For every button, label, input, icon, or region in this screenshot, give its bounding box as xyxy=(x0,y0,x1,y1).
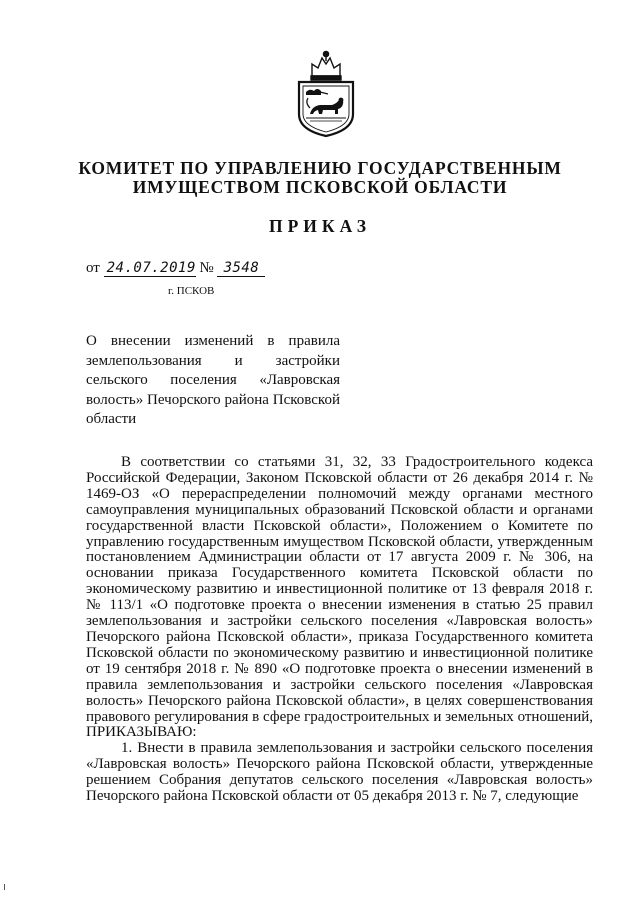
number-prefix: № xyxy=(199,260,214,276)
city-label: г. ПСКОВ xyxy=(168,285,215,297)
order-number-handwritten: 3548 xyxy=(217,261,265,277)
order-date-number-row xyxy=(86,260,265,277)
body-paragraph-1: В соответствии со статьями 31, 32, 33 Градостроительного кодекса Российской Федерации, Законом Псковской области от 26 декабря 2014 г. № 1469-ОЗ «О перераспределении полномочий между органами местного самоуправления муниципальных образований Псковской области и органами государственной власти Псковской области», Положением о Комитете по управлению государственным имуществом Псковской области, утвержденным постановлением Администрации области от 17 августа 2009 г. № 306, на основании приказа Государственного комитета Псковской области по экономическому развитию и инвестиционной политике от 13 февраля 2018 г. № 113/1 «О подготовке проекта о внесении изменения в статью 25 правил землепользования и застройки сельского поселения «Лавровская волость» Печорского района Псковской области», приказа Государственного комитета Псковской области по экономическому развитию и инвестиционной политике от 19 сентября 2018 г. № 890 «О подготовке проекта о внесении изменений в правила землепользования и застройки сельского поселения «Лавровская волость» Печорского района Псковской области», в целях совершенствования правового регулирования в сфере градостроительных и земельных отношений, ПРИКАЗЫВАЮ: xyxy=(86,454,593,741)
document-type-title: ПРИКАЗ xyxy=(268,216,372,236)
date-prefix: от xyxy=(86,260,100,276)
order-body xyxy=(86,455,593,805)
order-date-handwritten: 24.07.2019 xyxy=(104,261,196,277)
order-subject: О внесении изменений в правила землепользования и застройки сельского поселения «Лавровская волость» Печорского района Псковской области xyxy=(86,333,340,427)
committee-name-line-2: ИМУЩЕСТВОМ ПСКОВСКОЙ ОБЛАСТИ xyxy=(132,177,508,197)
scan-edge-mark xyxy=(4,884,8,890)
body-paragraph-2: 1. Внести в правила землепользования и застройки сельского поселения «Лавровская волость» Печорского района Псковской области, утвержденные решением Собрания депутатов сельского поселения «Лавровская волость» Печорского района Псковской области от 05 декабря 2013 г. № 7, следующие xyxy=(86,740,593,805)
committee-name-line-1: КОМИТЕТ ПО УПРАВЛЕНИЮ ГОСУДАРСТВЕННЫМ xyxy=(78,158,562,178)
coat-of-arms-icon xyxy=(290,48,362,138)
